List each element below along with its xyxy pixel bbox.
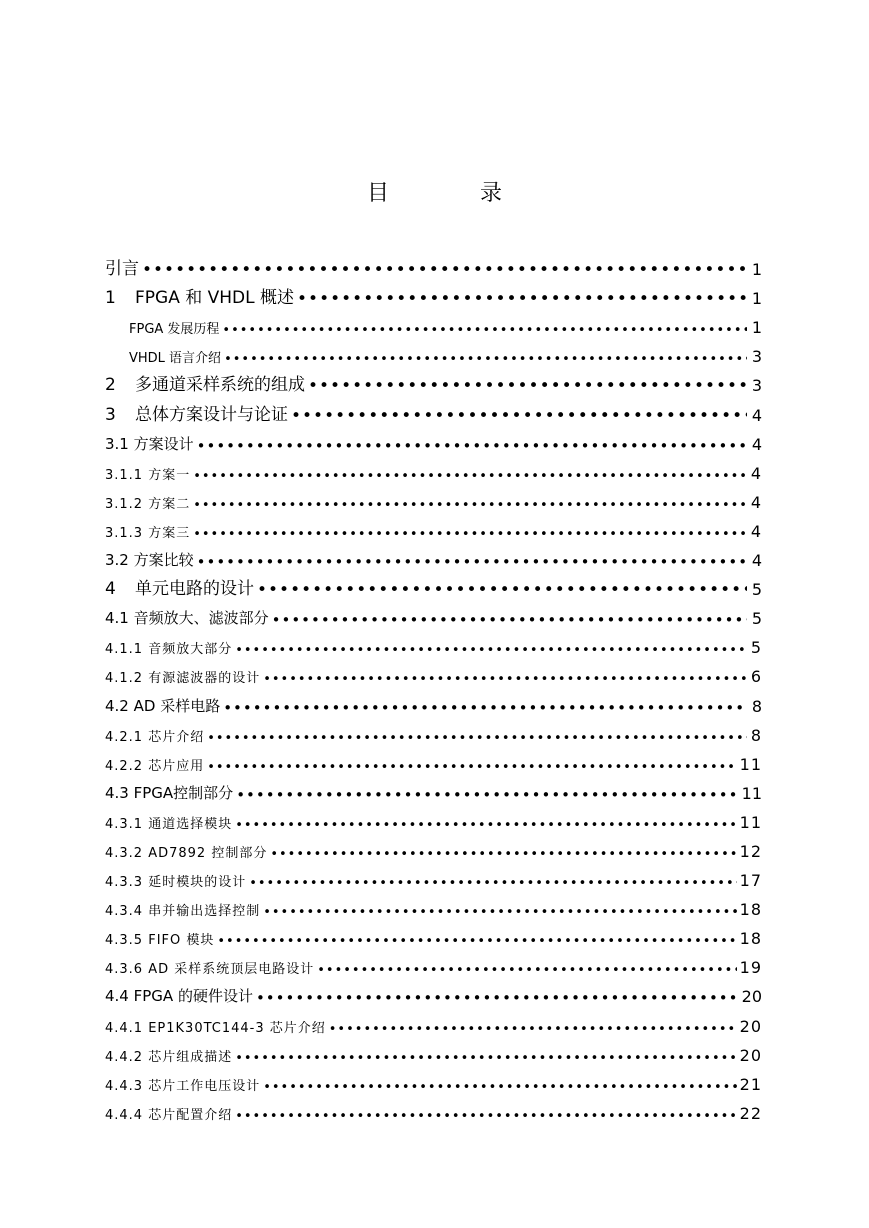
dot-leader [235, 1110, 736, 1123]
dot-leader [217, 935, 736, 948]
toc-entry[interactable] [105, 657, 762, 686]
toc-entry[interactable] [105, 745, 762, 774]
dot-leader [224, 353, 747, 366]
toc-entry-page-number: 8 [750, 725, 762, 745]
toc-entry-label: 引言 [105, 259, 139, 280]
toc-entry-label: 4.4.2 芯片组成描述 [105, 1049, 233, 1065]
toc-entry[interactable] [105, 890, 762, 919]
dot-leader [235, 819, 736, 832]
toc-entry-label: 4.1 音频放大、滤波部分 [105, 609, 269, 628]
toc-entry-page-number: 1 [751, 289, 762, 309]
toc-entry-page-number: 4 [750, 492, 762, 512]
dot-leader [235, 1052, 736, 1065]
dot-leader [197, 439, 747, 454]
toc-entry[interactable] [105, 1036, 762, 1065]
toc-entry[interactable] [105, 919, 762, 948]
dot-leader [317, 964, 736, 977]
toc-entry-label: 4.4.4 芯片配置介绍 [105, 1107, 233, 1123]
table-of-contents [105, 250, 762, 1123]
dot-leader [235, 644, 747, 657]
toc-entry-label: 4.2.2 芯片应用 [105, 758, 205, 774]
toc-entry[interactable] [105, 425, 762, 454]
toc-entry-label: 4.1.1 音频放大部分 [105, 642, 233, 658]
toc-entry-label: VHDL 语言介绍 [129, 351, 222, 367]
toc-entry-page-number: 12 [739, 841, 762, 861]
toc-entry-page-number: 6 [750, 667, 762, 687]
dot-leader [236, 788, 738, 803]
dot-leader [263, 673, 747, 686]
toc-entry-page-number: 4 [750, 463, 762, 483]
toc-entry[interactable] [105, 861, 762, 890]
toc-entry-number: 1 [105, 288, 116, 309]
toc-entry[interactable] [105, 366, 762, 395]
toc-entry[interactable] [105, 279, 762, 308]
toc-entry-page-number: 20 [741, 987, 762, 1007]
toc-entry-page-number: 4 [751, 434, 762, 454]
toc-entry-label: 3.1 方案设计 [105, 434, 194, 453]
dot-leader [297, 291, 747, 308]
toc-entry-page-number: 8 [751, 696, 762, 716]
toc-entry[interactable] [105, 774, 762, 803]
page-title: 目 录 [367, 181, 544, 206]
toc-entry-label: 4.3.3 延时模块的设计 [105, 875, 247, 891]
toc-entry-page-number: 20 [739, 1045, 762, 1065]
toc-entry-page-number: 18 [739, 900, 762, 920]
toc-entry[interactable] [105, 948, 762, 977]
dot-leader [197, 555, 747, 570]
dot-leader [193, 470, 747, 483]
toc-entry[interactable] [105, 716, 762, 745]
toc-entry[interactable] [105, 250, 762, 279]
toc-entry-label: 4.3.1 通道选择模块 [105, 816, 233, 832]
toc-entry[interactable] [105, 832, 762, 861]
dot-leader [270, 848, 736, 861]
toc-entry-label: 3.1.2 方案二 [105, 496, 191, 512]
toc-entry-page-number: 4 [751, 551, 762, 571]
toc-entry-label: 4.3.2 AD7892 控制部分 [105, 845, 268, 861]
toc-entry-page-number: 5 [750, 638, 762, 658]
toc-entry-page-number: 11 [739, 812, 762, 832]
toc-entry-label: FPGA 和 VHDL 概述 [135, 288, 295, 309]
toc-entry-page-number: 3 [751, 376, 762, 396]
toc-entry-label: 3.2 方案比较 [105, 551, 194, 570]
toc-entry-label: 多通道采样系统的组成 [135, 375, 305, 396]
toc-entry[interactable] [105, 686, 762, 715]
dot-leader [193, 528, 747, 541]
dot-leader [263, 1081, 736, 1094]
dot-leader [223, 701, 747, 716]
dot-leader [308, 378, 747, 395]
toc-entry-label: 总体方案设计与论证 [135, 404, 288, 425]
toc-entry-page-number: 18 [739, 929, 762, 949]
toc-entry-label: 4.1.2 有源滤波器的设计 [105, 671, 261, 687]
toc-entry-page-number: 3 [751, 347, 762, 367]
toc-entry-label: 4.2 AD 采样电路 [105, 696, 221, 715]
dot-leader [291, 408, 747, 425]
toc-entry[interactable] [105, 512, 762, 541]
toc-entry-number: 3 [105, 404, 116, 425]
toc-entry-label: 4.3.4 串并输出选择控制 [105, 904, 261, 920]
toc-entry-label: 4.4 FPGA 的硬件设计 [105, 987, 253, 1006]
toc-entry-label: FPGA 发展历程 [129, 322, 220, 338]
toc-entry-page-number: 5 [751, 580, 762, 600]
toc-entry[interactable] [105, 337, 762, 366]
toc-entry-page-number: 11 [741, 783, 762, 803]
toc-entry[interactable] [105, 599, 762, 628]
dot-leader [329, 1023, 737, 1036]
toc-entry-page-number: 1 [751, 260, 762, 280]
toc-entry-label: 4.2.1 芯片介绍 [105, 729, 205, 745]
toc-entry-page-number: 20 [739, 1016, 762, 1036]
toc-entry-page-number: 1 [751, 318, 762, 338]
toc-entry[interactable] [105, 1094, 762, 1123]
toc-entry-number: 2 [105, 375, 116, 396]
toc-entry[interactable] [105, 803, 762, 832]
dot-leader [207, 761, 736, 774]
toc-entry-label: 4.4.1 EP1K30TC144-3 芯片介绍 [105, 1020, 326, 1036]
dot-leader [193, 499, 747, 512]
toc-entry-page-number: 17 [739, 871, 762, 891]
toc-entry-page-number: 22 [739, 1103, 762, 1123]
dot-leader [272, 613, 747, 628]
toc-entry-page-number: 5 [751, 609, 762, 629]
toc-entry-page-number: 21 [739, 1074, 762, 1094]
toc-entry[interactable] [105, 483, 762, 512]
dot-leader [222, 324, 747, 337]
toc-entry-page-number: 19 [739, 958, 762, 978]
toc-entry-label: 3.1.3 方案三 [105, 525, 191, 541]
toc-entry-page-number: 4 [751, 405, 762, 425]
toc-entry-page-number: 11 [739, 754, 762, 774]
dot-leader [249, 877, 736, 890]
toc-entry[interactable] [105, 977, 762, 1006]
toc-entry[interactable] [105, 1006, 762, 1035]
toc-entry-label: 4.4.3 芯片工作电压设计 [105, 1078, 261, 1094]
toc-entry-label: 4.3 FPGA控制部分 [105, 783, 234, 802]
toc-entry[interactable] [105, 541, 762, 570]
toc-entry[interactable] [105, 454, 762, 483]
toc-entry-label: 3.1.1 方案一 [105, 467, 191, 483]
dot-leader [142, 262, 747, 279]
toc-entry-page-number: 4 [750, 521, 762, 541]
toc-entry-label: 单元电路的设计 [135, 579, 254, 600]
toc-entry[interactable] [105, 628, 762, 657]
toc-entry-label: 4.3.5 FIFO 模块 [105, 933, 215, 949]
dot-leader [263, 906, 736, 919]
dot-leader [207, 732, 747, 745]
toc-entry[interactable] [105, 1065, 762, 1094]
dot-leader [256, 991, 739, 1006]
toc-entry[interactable] [105, 308, 762, 337]
toc-entry-number: 4 [105, 579, 116, 600]
toc-entry[interactable] [105, 570, 762, 599]
toc-entry[interactable] [105, 395, 762, 424]
dot-leader [257, 582, 747, 599]
toc-entry-label: 4.3.6 AD 采样系统顶层电路设计 [105, 962, 315, 978]
